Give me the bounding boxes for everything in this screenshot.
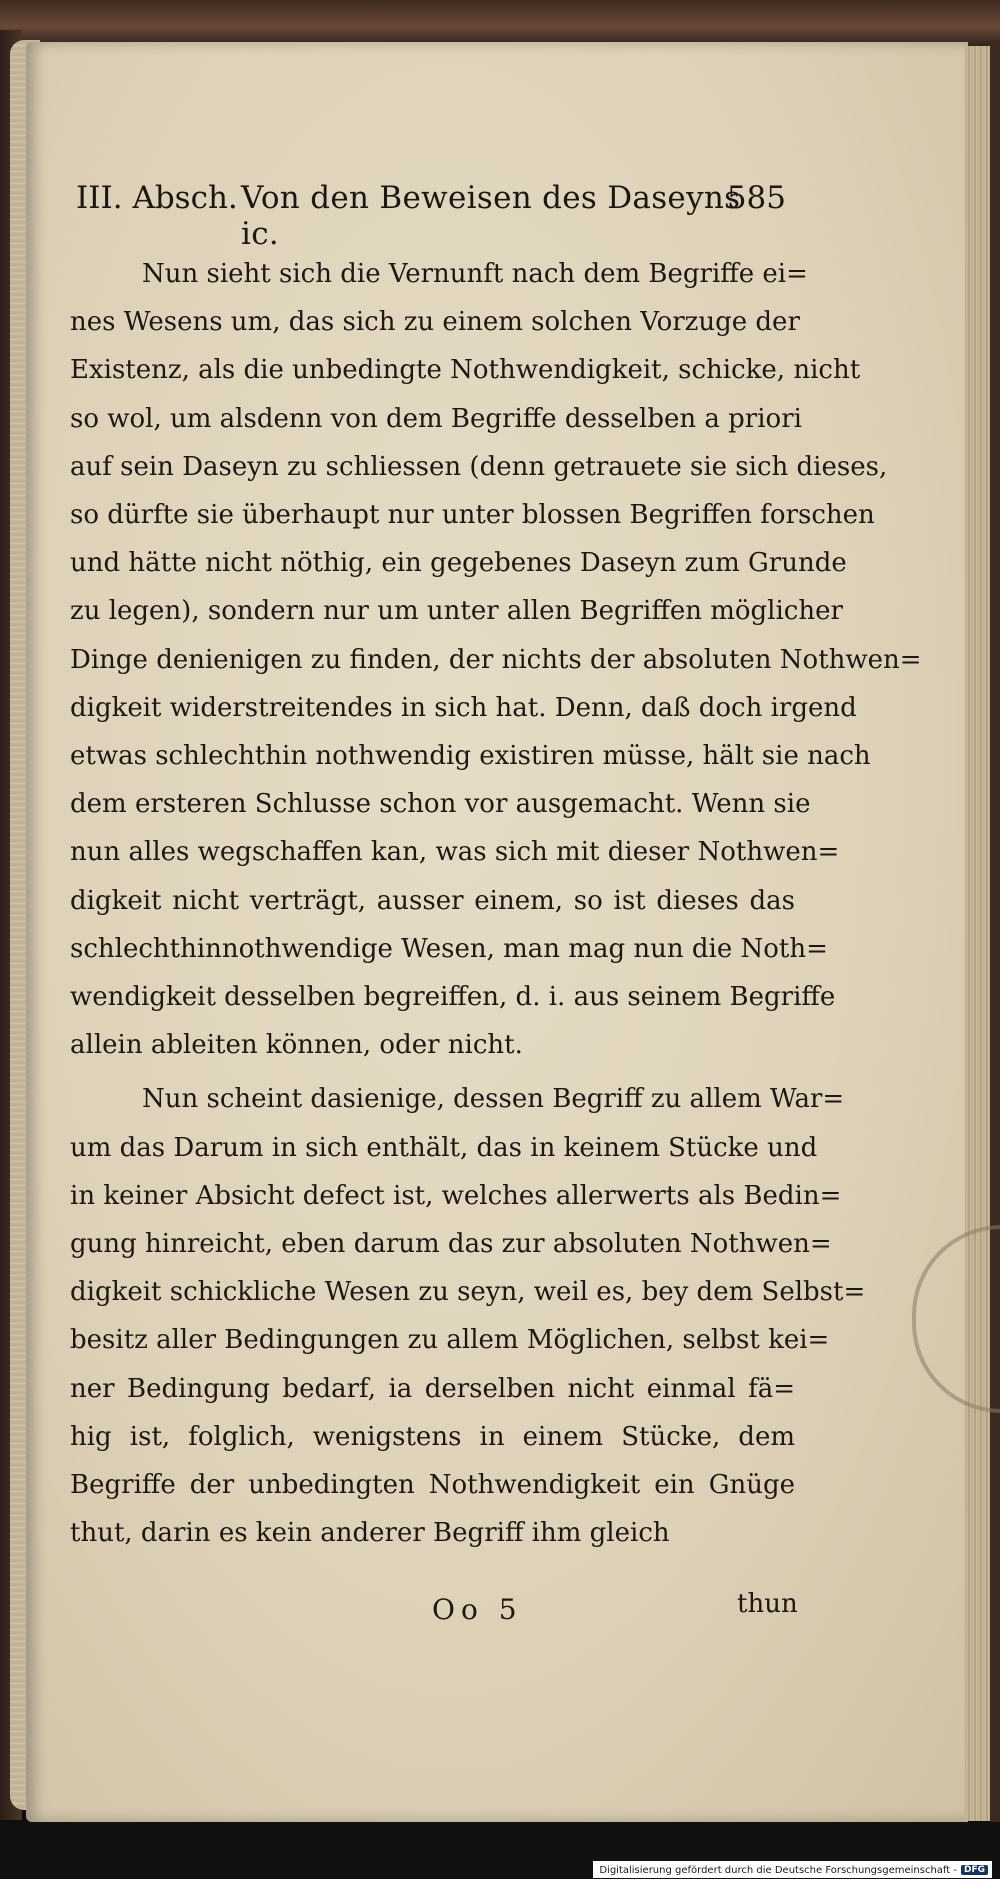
text-line: thut, darin es kein anderer Begriff ihm gleich <box>70 1518 670 1549</box>
text-line: digkeit widerstreitendes in sich hat. Denn, daß doch irgend <box>70 692 857 723</box>
text-line: dem ersteren Schlusse schon vor ausgemacht. Wenn sie <box>70 789 811 820</box>
text-line: wendigkeit desselben begreiffen, d. i. aus seinem Begriffe <box>70 982 836 1013</box>
text-line: und hätte nicht nöthig, ein gegebenes Daseyn zum Grunde <box>70 548 847 579</box>
text-line: nes Wesens um, das sich zu einem solchen Vorzuge der <box>70 307 800 338</box>
text-line: besitz aller Bedingungen zu allem Möglichen, selbst kei= <box>70 1325 830 1356</box>
text-line: digkeit schickliche Wesen zu seyn, weil es, bey dem Selbst= <box>70 1277 866 1308</box>
running-title: Von den Beweisen des Daseyns ic. <box>241 180 741 252</box>
text-line: allein ableiten können, oder nicht. <box>70 1030 523 1061</box>
paragraph <box>70 250 922 1069</box>
text-line: so dürfte sie überhaupt nur unter blossen Begriffen forschen <box>70 500 875 531</box>
paragraph <box>70 1075 866 1557</box>
book-cover-top <box>0 0 1000 48</box>
text-line: nun alles wegschaffen kan, was sich mit dieser Nothwen= <box>70 837 840 868</box>
section-label: III. Absch. <box>76 180 238 216</box>
text-line: auf sein Daseyn zu schliessen (denn getrauete sie sich dieses, <box>70 451 888 482</box>
text-line: schlechthinnothwendige Wesen, man mag nun die Noth= <box>70 933 828 964</box>
text-line: zu legen), sondern nur um unter allen Begriffen möglicher <box>70 596 843 627</box>
text-line: Nun sieht sich die Vernunft nach dem Begriffe ei= <box>142 259 808 289</box>
book-cover-right <box>990 40 1000 1830</box>
signature-mark: Oo 5 <box>432 1593 523 1626</box>
text-line: Dinge denienigen zu finden, der nichts der absoluten Nothwen= <box>70 644 922 675</box>
dfg-logo-badge: DFG <box>961 1865 988 1875</box>
body-text <box>70 250 922 1557</box>
text-line: so wol, um alsdenn von dem Begriffe desselben a priori <box>70 403 802 434</box>
text-line: hig ist, folglich, wenigstens in einem Stücke, dem <box>70 1421 795 1452</box>
text-line: in keiner Absicht defect ist, welches allerwerts als Bedin= <box>70 1180 842 1211</box>
digitization-credit <box>593 1861 992 1878</box>
catchword: thun <box>737 1589 798 1619</box>
page-number: 585 <box>726 180 786 216</box>
text-line: etwas schlechthin nothwendig existiren müsse, hält sie nach <box>70 741 871 772</box>
credit-text: Digitalisierung gefördert durch die Deutsche Forschungsgemeinschaft - <box>599 1864 957 1876</box>
text-line: digkeit nicht verträgt, ausser einem, so ist dieses das <box>70 885 795 916</box>
text-line: um das Darum in sich enthält, das in keinem Stücke und <box>70 1132 818 1163</box>
text-line: gung hinreicht, eben darum das zur absoluten Nothwen= <box>70 1229 832 1260</box>
text-line: Begriffe der unbedingten Nothwendigkeit ein Gnüge <box>70 1470 795 1501</box>
running-header <box>76 180 786 252</box>
text-line: Nun scheint dasienige, dessen Begriff zu allem War= <box>142 1084 845 1115</box>
text-line: Existenz, als die unbedingte Nothwendigkeit, schicke, nicht <box>70 355 861 386</box>
text-line: ner Bedingung bedarf, ia derselben nicht einmal fä= <box>70 1373 795 1404</box>
